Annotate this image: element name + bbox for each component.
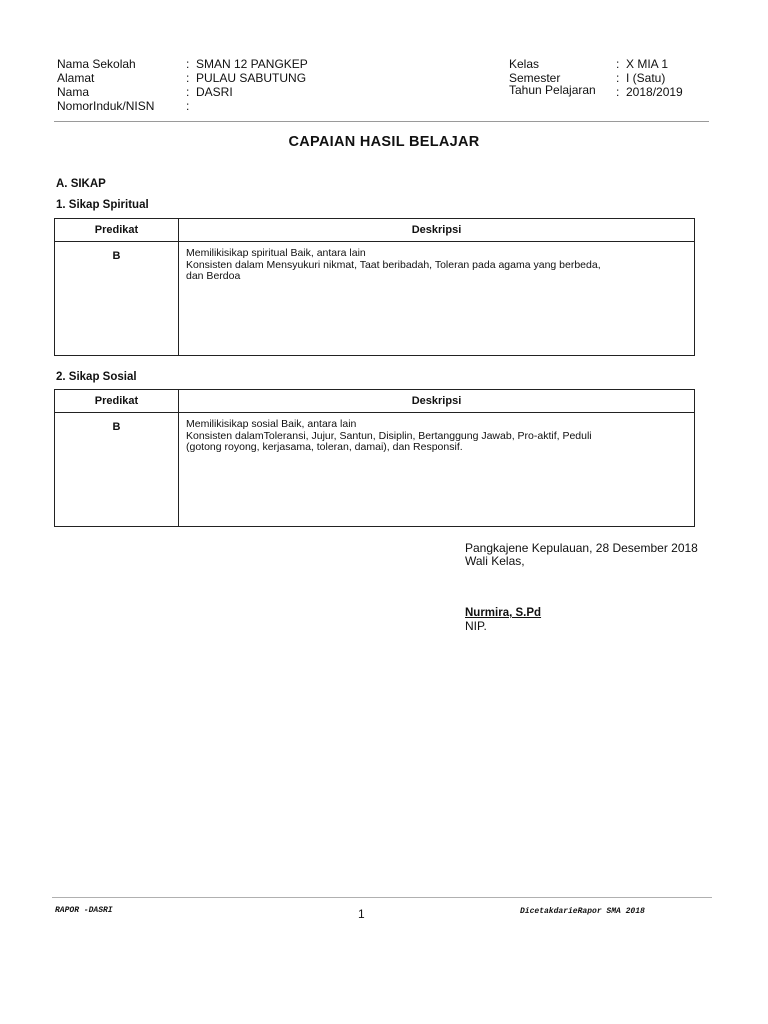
page-number: 1 xyxy=(358,907,365,921)
header-row-kelas xyxy=(509,57,669,71)
colon: : xyxy=(186,71,190,85)
label-nama: Nama xyxy=(57,85,90,99)
value-alamat: PULAU SABUTUNG xyxy=(196,71,307,85)
value-tahun: 2018/2019 xyxy=(626,85,683,99)
footer-left: RAPOR -DASRI xyxy=(55,906,113,915)
spiritual-table xyxy=(54,218,695,356)
signer-name: Nurmira, S.Pd xyxy=(465,607,542,619)
header-left-block xyxy=(57,57,308,113)
colon: : xyxy=(186,99,190,113)
section-a-heading: A. SIKAP xyxy=(56,178,106,190)
label-nama-sekolah: Nama Sekolah xyxy=(57,57,136,71)
table-row xyxy=(55,242,695,356)
deskripsi-cell xyxy=(179,242,695,356)
deskripsi-line: (gotong royong, kerjasama, toleran, damai), dan Responsif. xyxy=(186,441,463,453)
value-nama: DASRI xyxy=(196,85,233,99)
page-title: CAPAIAN HASIL BELAJAR xyxy=(288,134,480,150)
colon: : xyxy=(186,57,190,71)
label-tahun: Tahun Pelajaran xyxy=(509,83,596,97)
colon: : xyxy=(616,71,620,85)
deskripsi-line: Memilikisikap sosial Baik, antara lain xyxy=(186,418,357,430)
footer-right: DicetakdarieRapor SMA 2018 xyxy=(520,907,645,916)
col-predikat: Predikat xyxy=(55,219,179,242)
header-row-alamat xyxy=(57,71,307,85)
predikat-value: B xyxy=(55,242,179,356)
label-semester: Semester xyxy=(509,71,561,85)
spiritual-heading: 1. Sikap Spiritual xyxy=(56,199,149,211)
footer-divider xyxy=(52,897,712,898)
header-row-nama-sekolah xyxy=(57,57,308,71)
label-alamat: Alamat xyxy=(57,71,95,85)
predikat-value: B xyxy=(55,413,179,527)
colon: : xyxy=(186,85,190,99)
table-header-row xyxy=(55,390,695,413)
header-divider xyxy=(54,121,709,122)
table-row xyxy=(55,413,695,527)
col-deskripsi: Deskripsi xyxy=(179,390,695,413)
deskripsi-line: dan Berdoa xyxy=(186,270,241,282)
colon: : xyxy=(616,57,620,71)
header-row-nama xyxy=(57,85,233,99)
label-kelas: Kelas xyxy=(509,57,540,71)
sosial-heading: 2. Sikap Sosial xyxy=(56,371,137,383)
deskripsi-cell xyxy=(179,413,695,527)
col-predikat: Predikat xyxy=(55,390,179,413)
col-deskripsi: Deskripsi xyxy=(179,219,695,242)
deskripsi-line: Memilikisikap spiritual Baik, antara lain xyxy=(186,247,366,259)
label-nisn: NomorInduk/NISN xyxy=(57,99,155,113)
deskripsi-line: Konsisten dalam Mensyukuri nikmat, Taat beribadah, Toleran pada agama yang berbeda, xyxy=(186,258,601,271)
value-nama-sekolah: SMAN 12 PANGKEP xyxy=(196,57,308,71)
deskripsi-line: Konsisten dalamToleransi, Jujur, Santun, Disiplin, Bertanggung Jawab, Pro-aktif, Peduli xyxy=(186,429,592,442)
header-right-block xyxy=(509,57,683,101)
nip-label: NIP. xyxy=(465,619,487,633)
colon: : xyxy=(616,85,620,99)
value-kelas: X MIA 1 xyxy=(626,57,669,71)
wali-kelas-label: Wali Kelas, xyxy=(465,554,525,568)
table-header-row xyxy=(55,219,695,242)
header-row-nisn xyxy=(57,99,190,113)
sosial-table xyxy=(54,389,695,527)
header-row-tahun xyxy=(509,83,683,101)
signature-block xyxy=(465,542,698,633)
place-date: Pangkajene Kepulauan, 28 Desember 2018 xyxy=(465,541,698,555)
value-semester: I (Satu) xyxy=(626,71,666,85)
